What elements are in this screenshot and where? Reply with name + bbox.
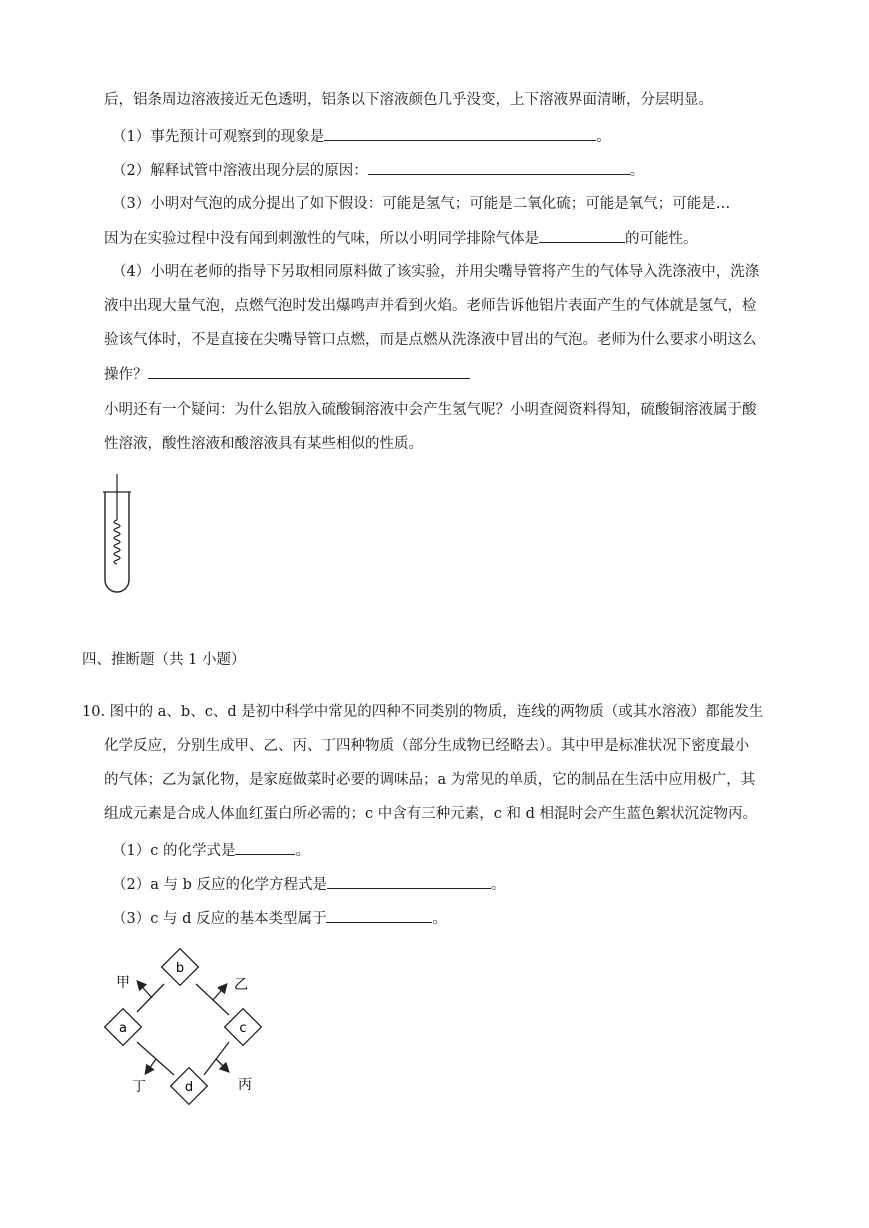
node-b <box>162 949 199 986</box>
svg-text:a: a <box>119 1021 127 1036</box>
answer-blank-3[interactable] <box>539 228 625 243</box>
question-1: （1）事先预计可观察到的现象是 。 <box>112 126 611 147</box>
question-4-line3: 验该气体时，不是直接在尖嘴导管口点燃，而是点燃从洗涤液中冒出的气泡。老师为什么要求小明这么 <box>104 332 757 348</box>
arrow-yi <box>213 985 226 1000</box>
answer-blank-5[interactable] <box>235 840 295 855</box>
question-4-line4: 操作？ <box>104 364 470 385</box>
node-a <box>105 1009 142 1046</box>
sub-question-3: （3）c 与 d 反应的基本类型属于 。 <box>112 908 447 929</box>
question-1-text: （1）事先预计可观察到的现象是 <box>112 129 325 145</box>
q10-line4: 组成元素是合成人体血红蛋白所必需的；c 中含有三种元素，c 和 d 相混时会产生蓝色絮状沉淀物丙。 <box>104 806 757 822</box>
sub-question-1: （1）c 的化学式是 。 <box>112 840 310 861</box>
intro-tail: 后，铝条周边溶液接近无色透明，铝条以下溶液颜色几乎没变，上下溶液界面清晰，分层明显。 <box>104 92 713 108</box>
arrow-ding <box>146 1059 156 1073</box>
answer-blank-6[interactable] <box>327 874 491 889</box>
reaction-diagram <box>100 945 280 1115</box>
link-a-d <box>137 1042 174 1075</box>
label-ding: 丁 <box>132 1079 146 1095</box>
label-bing: 丙 <box>238 1077 252 1093</box>
question-3-line2: 因为在实验过程中没有闻到刺激性的气味，所以小明同学排除气体是 的可能性。 <box>104 228 698 249</box>
question-2: （2）解释试管中溶液出现分层的原因： 。 <box>112 160 644 181</box>
label-jia: 甲 <box>116 975 130 991</box>
link-c-d <box>204 1042 229 1075</box>
sub-question-2: （2）a 与 b 反应的化学方程式是 。 <box>112 874 505 895</box>
label-yi: 乙 <box>234 977 248 993</box>
question-2-text: （2）解释试管中溶液出现分层的原因： <box>112 163 368 179</box>
q10-line1: 10. 图中的 a、b、c、d 是初中科学中常见的四种不同类别的物质，连线的两物质（或其水溶液）都能发生 <box>82 704 764 720</box>
answer-blank-4[interactable] <box>148 364 470 379</box>
node-c <box>225 1009 262 1046</box>
svg-text:c: c <box>239 1021 247 1036</box>
arrow-jia <box>138 982 152 998</box>
link-b-c <box>196 984 229 1015</box>
answer-blank-7[interactable] <box>326 908 432 923</box>
extra-line1: 小明还有一个疑问：为什么铝放入硫酸铜溶液中会产生氢气呢？小明查阅资料得知，硫酸铜溶液属于酸 <box>104 402 757 418</box>
question-4-line1: （4）小明在老师的指导下另取相同原料做了该实验，并用尖嘴导管将产生的气体导入洗涤液中，洗涤 <box>112 264 760 280</box>
q10-line2: 化学反应，分别生成甲、乙、丙、丁四种物质（部分生成物已经略去）。其中甲是标准状况下密度最小 <box>104 738 750 754</box>
arrow-bing <box>216 1059 228 1071</box>
question-3-line1: （3）小明对气泡的成分提出了如下假设：可能是氢气；可能是二氧化硫；可能是氧气；可能是… <box>112 196 731 212</box>
link-b-a <box>137 984 164 1012</box>
node-d <box>171 1068 208 1105</box>
extra-line2: 性溶液，酸性溶液和酸溶液具有某些相似的性质。 <box>104 436 423 452</box>
answer-blank-1[interactable] <box>324 126 596 141</box>
section-heading: 四、推断题（共 1 小题） <box>82 652 246 668</box>
svg-text:d: d <box>184 1080 194 1095</box>
answer-blank-2[interactable] <box>368 160 630 175</box>
test-tube-figure <box>95 470 145 595</box>
q10-line3: 的气体；乙为氯化物，是家庭做菜时必要的调味品；a 为常见的单质，它的制品在生活中应用极广，其 <box>104 772 756 788</box>
coil <box>114 520 120 564</box>
svg-text:b: b <box>175 961 185 976</box>
question-4-line2: 液中出现大量气泡，点燃气泡时发出爆鸣声并看到火焰。老师告诉他铝片表面产生的气体就是氢气，检 <box>104 298 757 314</box>
